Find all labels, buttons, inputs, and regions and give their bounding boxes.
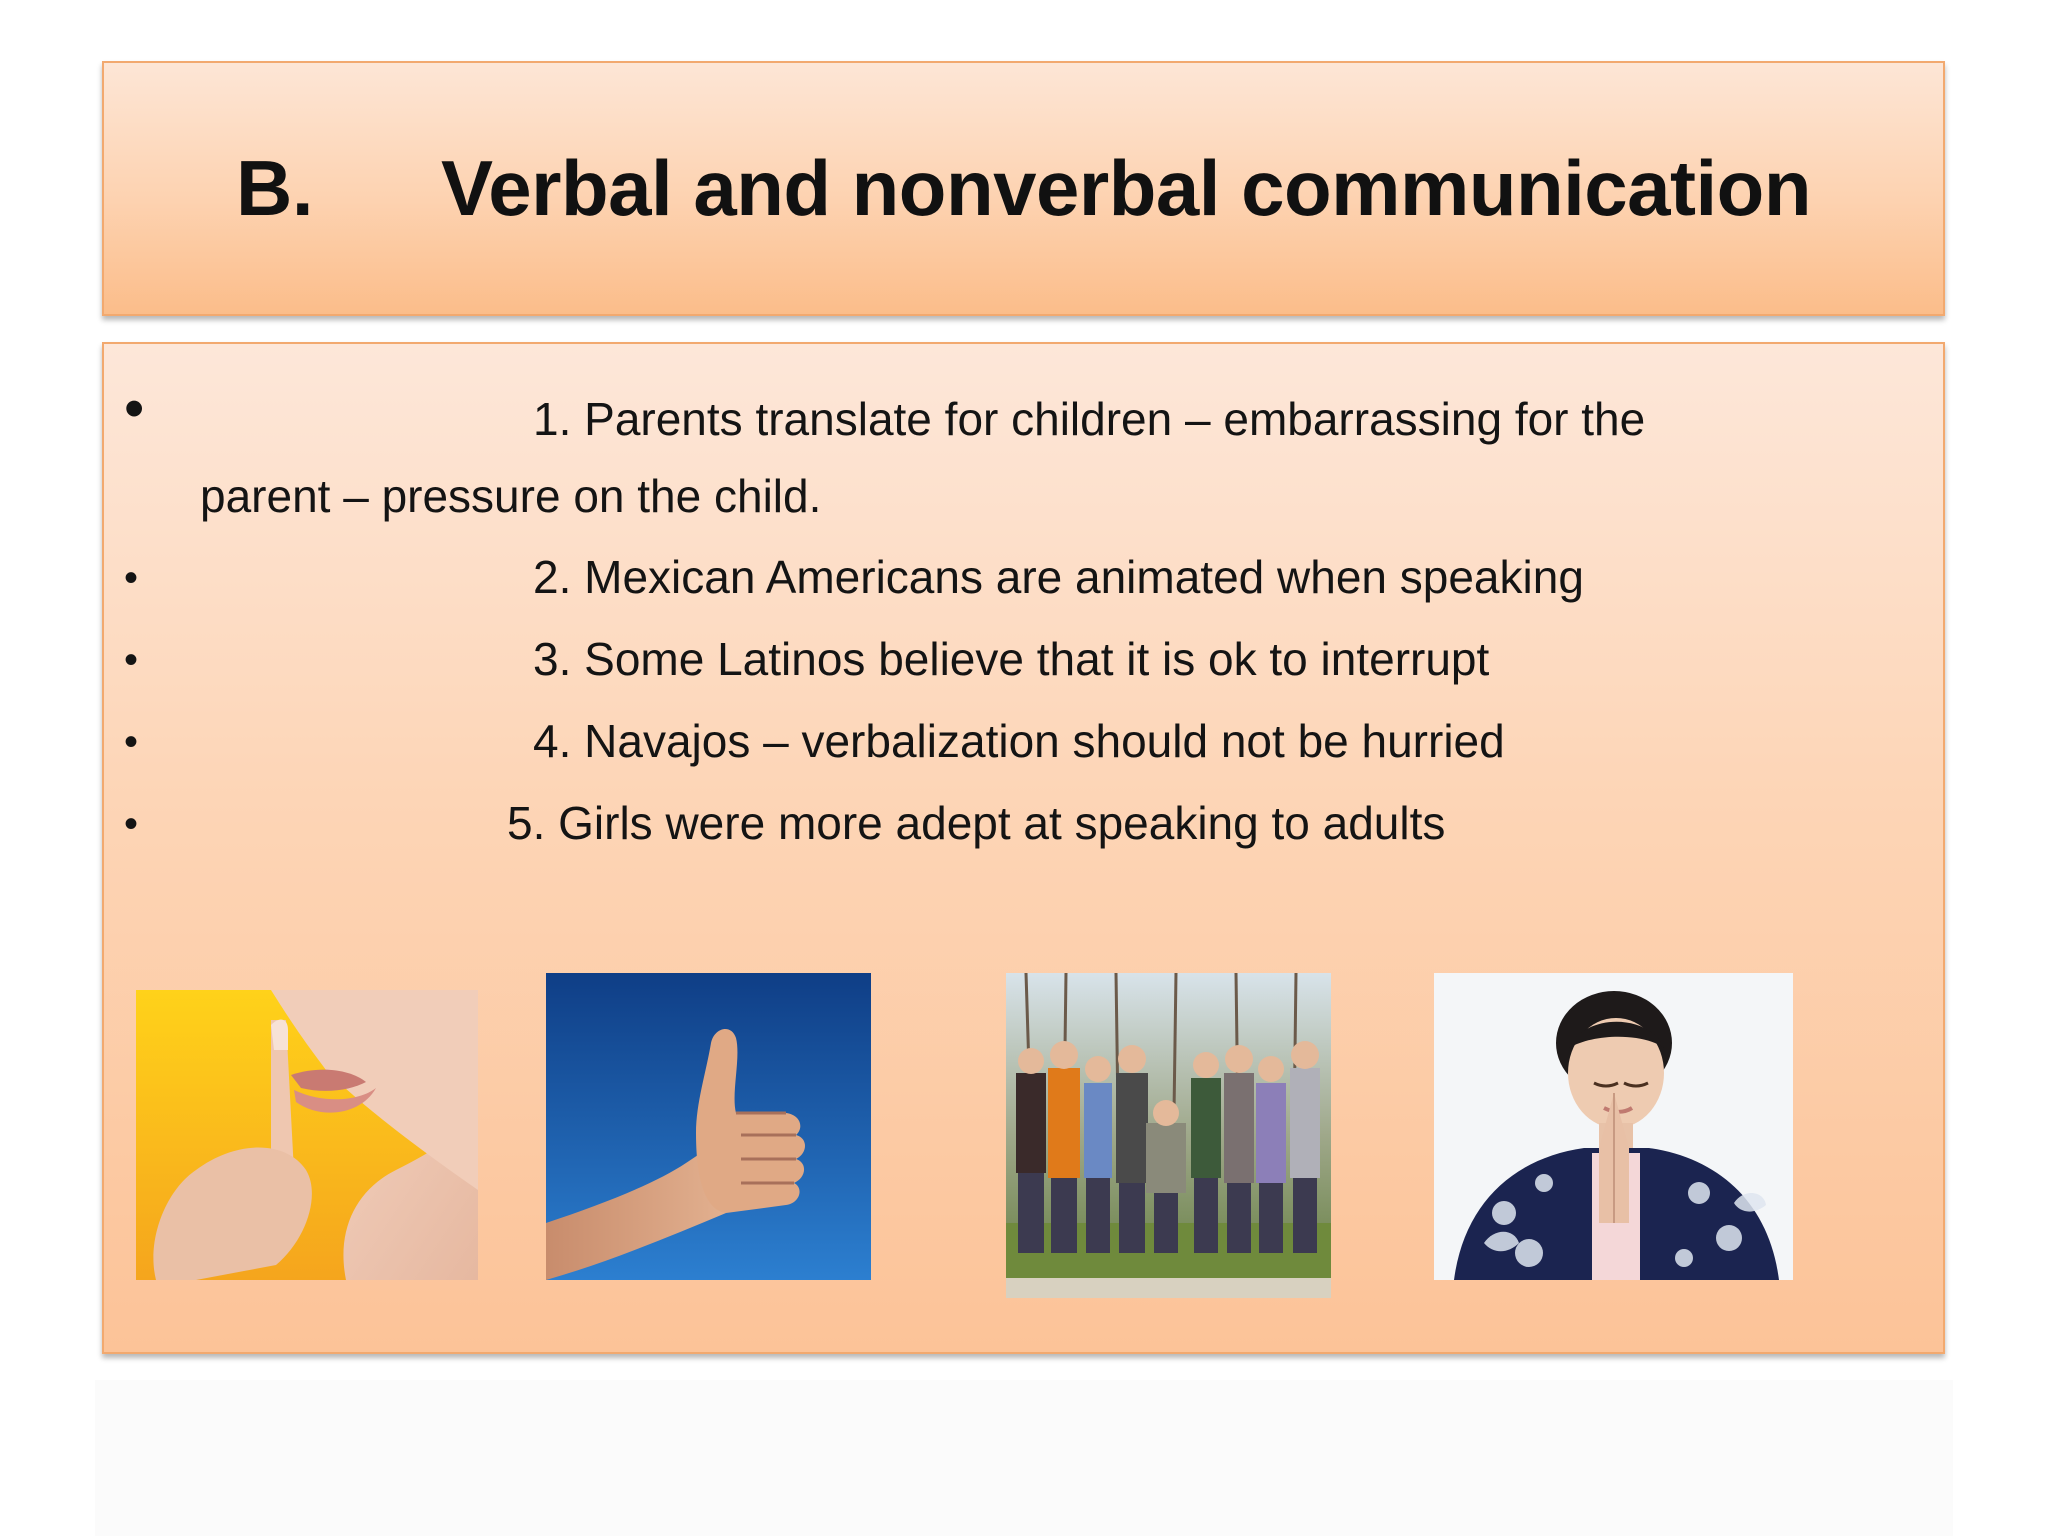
list-item-4: 4. Navajos – verbalization should not be hurried xyxy=(533,715,1505,767)
bowing-woman-photo xyxy=(1434,973,1793,1280)
title-text: Verbal and nonverbal communication xyxy=(441,144,1811,232)
list-item-5: 5. Girls were more adept at speaking to adults xyxy=(507,797,1446,849)
finger-on-lips-photo xyxy=(136,990,478,1280)
slide-title xyxy=(104,63,1943,314)
title-panel xyxy=(102,61,1945,316)
bullet-3: • xyxy=(124,638,139,682)
list-item-1-line-2: parent – pressure on the child. xyxy=(200,470,822,522)
slide-bottom-area xyxy=(95,1380,1953,1536)
title-section-letter: B. xyxy=(236,144,313,232)
list-item-3: 3. Some Latinos believe that it is ok to interrupt xyxy=(533,633,1490,685)
bullet-4: • xyxy=(124,720,139,764)
group-of-children-photo xyxy=(1006,973,1331,1298)
list-item-2: 2. Mexican Americans are animated when speaking xyxy=(533,551,1584,603)
bullet-1: • xyxy=(124,376,145,441)
list-item-1-line-1: 1. Parents translate for children – embarrassing for the xyxy=(533,393,1646,445)
thumbs-up-photo xyxy=(546,973,871,1280)
bullet-5: • xyxy=(124,802,139,846)
bullet-2: • xyxy=(124,556,139,600)
